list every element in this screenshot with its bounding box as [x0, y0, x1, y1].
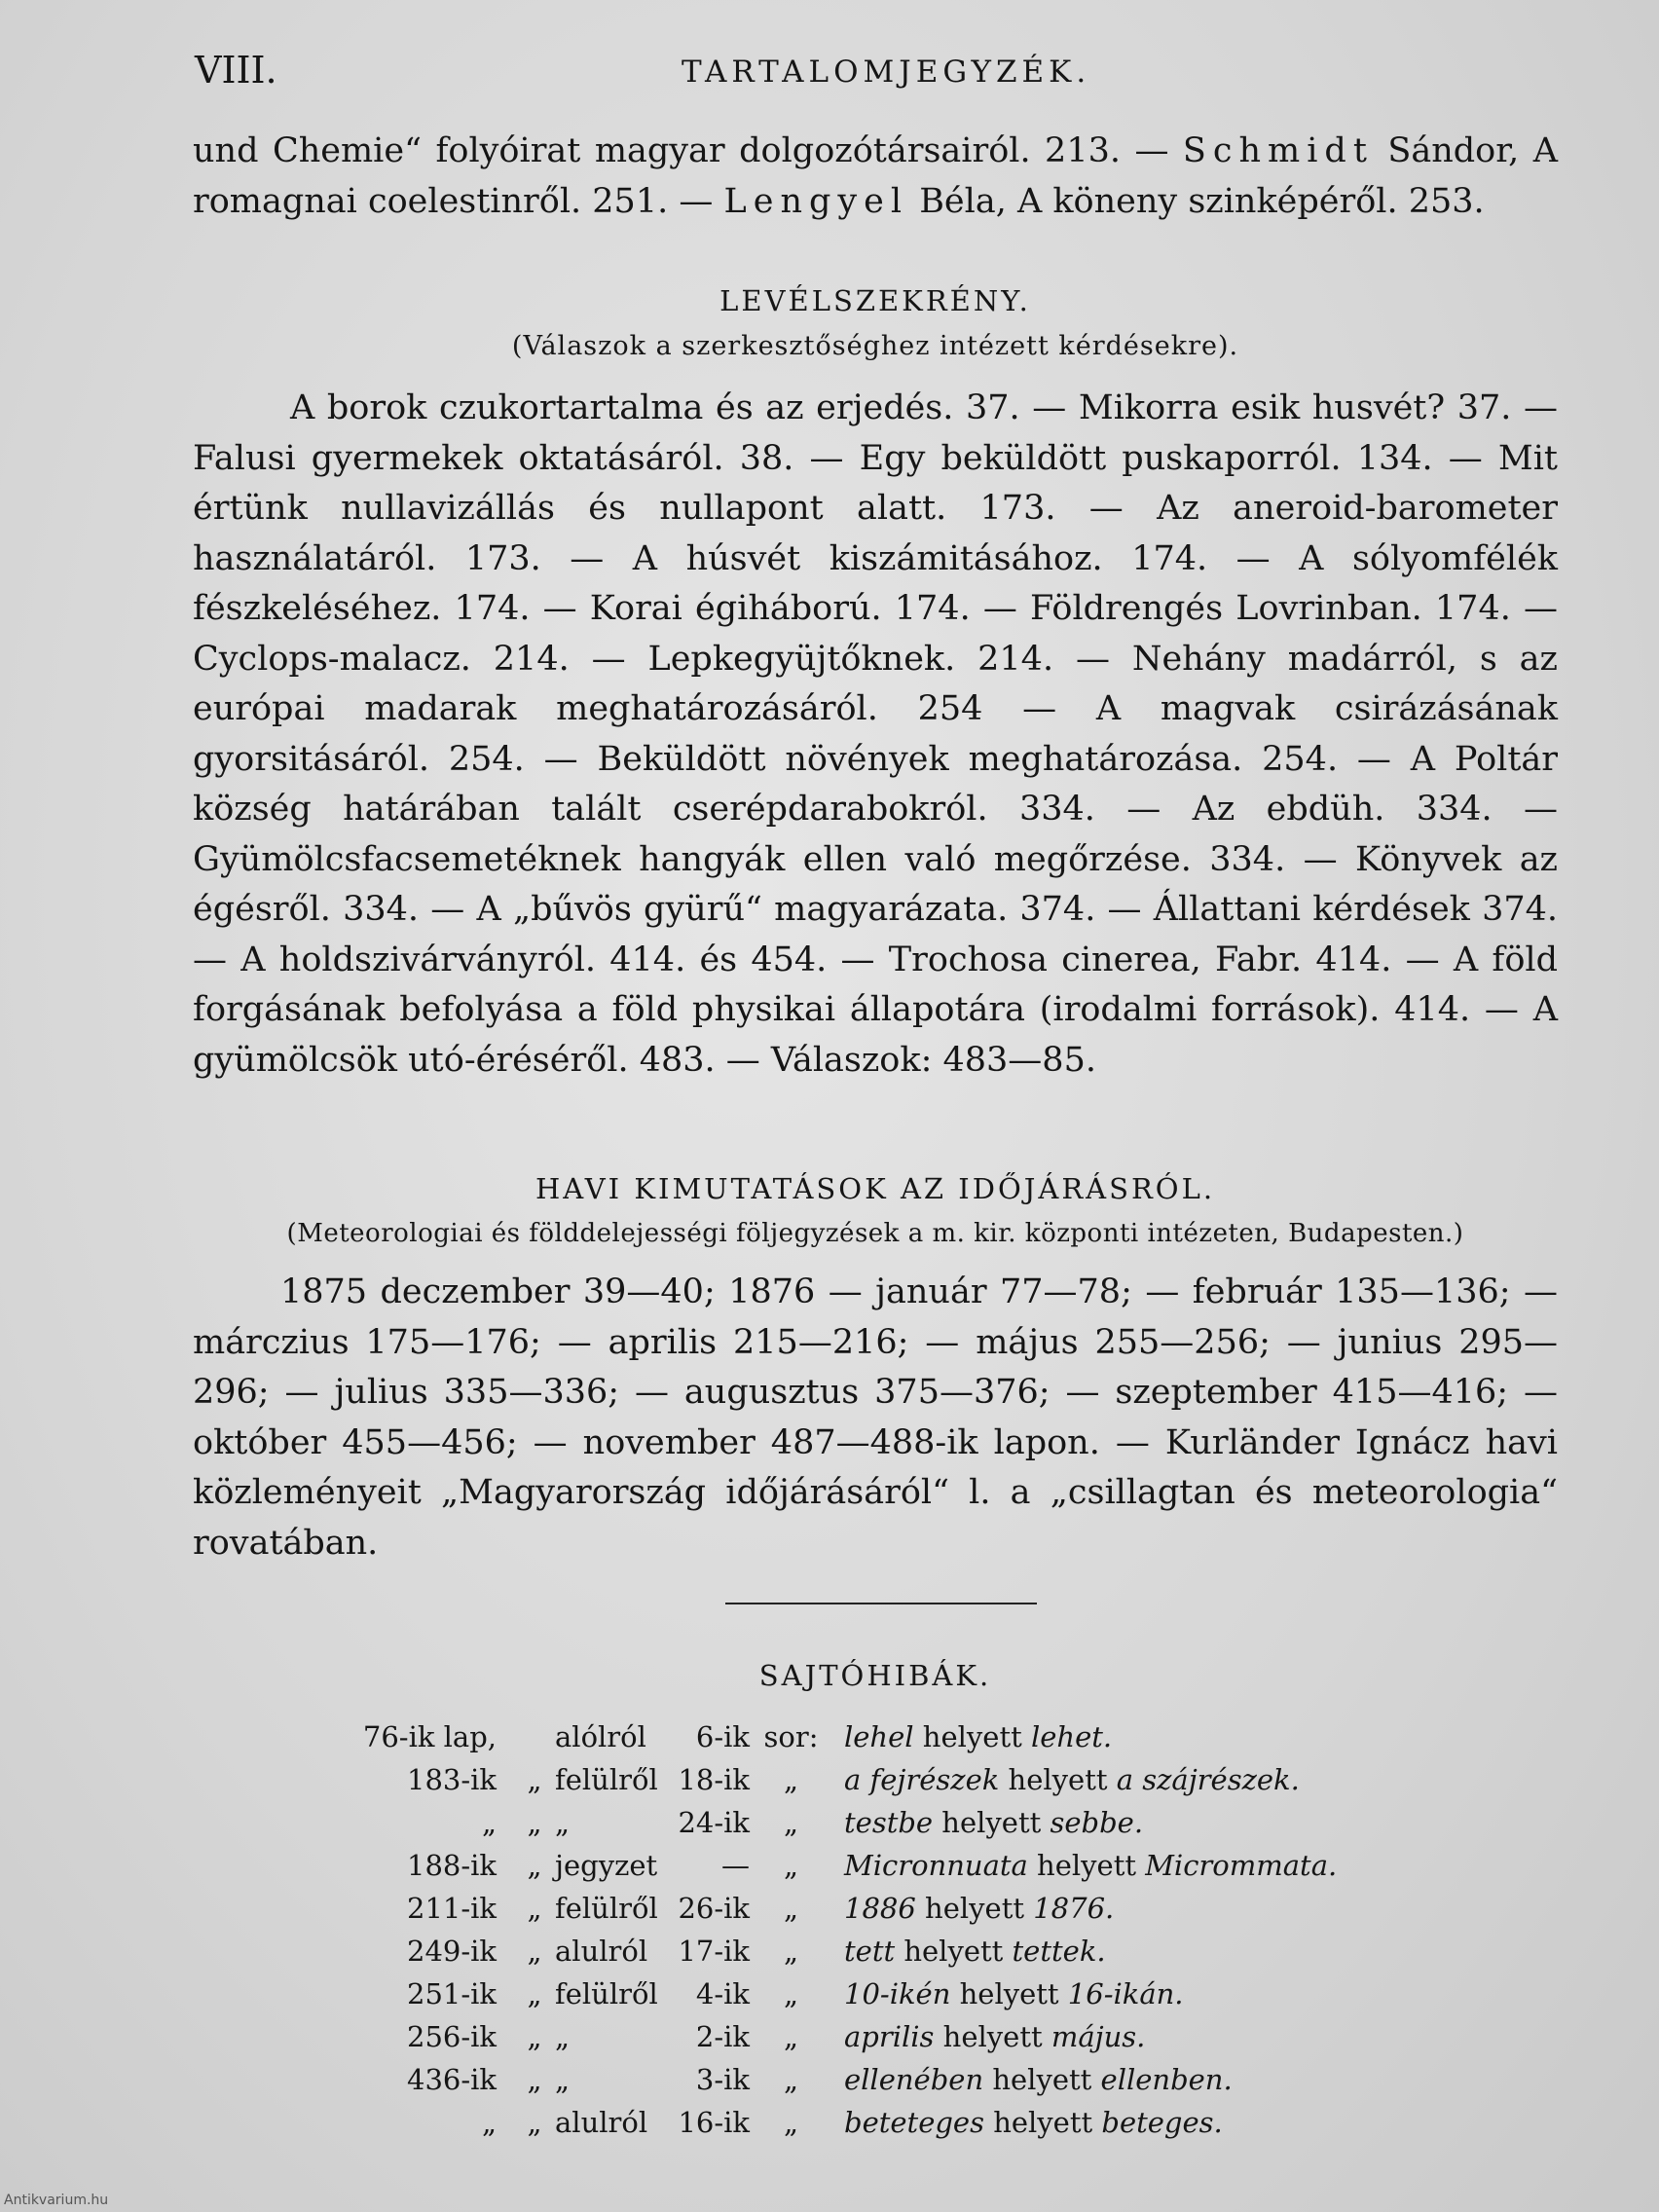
errata-instead: helyett	[992, 2063, 1092, 2096]
author-schmidt: Schmidt	[1182, 131, 1374, 170]
errata-instead: helyett	[925, 1892, 1024, 1925]
errata-wrong: a fejrészek	[844, 1763, 1000, 1796]
intro-paragraph	[193, 127, 1558, 227]
errata-wrong: 10-ikén	[844, 1977, 951, 2010]
errata-ditto	[514, 1715, 555, 1758]
errata-ditto: „	[783, 1763, 799, 1796]
errata-row	[350, 1844, 1337, 1887]
intro-text-2: Sándor, A romagnai coelestinről. 251. —	[193, 131, 1558, 221]
errata-wrong: 1886	[844, 1892, 916, 1925]
errata-line: 4-ik	[695, 1977, 750, 2010]
errata-ditto: „	[527, 1892, 542, 1925]
errata-right: beteges.	[1101, 2106, 1223, 2139]
errata-page: 256-ik	[407, 2020, 497, 2053]
errata-correction	[832, 1801, 1337, 1844]
errata-page: 249-ik	[407, 1935, 497, 1968]
page-number: VIII.	[195, 49, 277, 92]
errata-table	[350, 1715, 1337, 2144]
errata-instead: helyett	[922, 1720, 1022, 1753]
errata-ditto: „	[783, 2020, 799, 2053]
errata-ditto: sor:	[763, 1720, 819, 1753]
errata-line: 16-ik	[678, 2106, 750, 2139]
errata-wrong: testbe	[844, 1806, 934, 1839]
section-title-havi: HAVI KIMUTATÁSOK AZ IDŐJÁRÁSRÓL.	[535, 1172, 1216, 1205]
errata-instead: helyett	[942, 2020, 1043, 2053]
errata-right: sebbe.	[1050, 1806, 1144, 1839]
errata-position: alulról	[555, 1935, 648, 1968]
errata-right: ellenben.	[1100, 2063, 1233, 2096]
errata-right: tettek.	[1012, 1935, 1106, 1968]
errata-ditto: „	[783, 2063, 799, 2096]
errata-wrong: tett	[844, 1935, 896, 1968]
errata-ditto: „	[783, 1892, 799, 1925]
errata-ditto: „	[527, 1806, 542, 1839]
errata-ditto: „	[783, 1935, 799, 1968]
errata-line: 2-ik	[695, 2020, 750, 2053]
errata-row	[350, 2101, 1337, 2144]
errata-ditto: „	[527, 1977, 542, 2010]
errata-ditto: „	[527, 1935, 542, 1968]
errata-row	[350, 2015, 1337, 2058]
errata-row	[350, 2058, 1337, 2101]
errata-right: 16-ikán.	[1067, 1977, 1184, 2010]
errata-row	[350, 1801, 1337, 1844]
errata-correction	[832, 1930, 1337, 1972]
errata-position: „	[555, 2020, 571, 2053]
watermark: Antikvarium.hu	[4, 2193, 109, 2208]
errata-instead: helyett	[959, 1977, 1059, 2010]
errata-right: 1876.	[1033, 1892, 1115, 1925]
errata-instead: helyett	[993, 2106, 1093, 2139]
errata-row	[350, 1930, 1337, 1972]
errata-position: felülről	[555, 1763, 658, 1796]
errata-line: 18-ik	[678, 1763, 750, 1796]
section-title-sajtohibak: SAJTÓHIBÁK.	[758, 1659, 992, 1692]
errata-line: 17-ik	[678, 1935, 750, 1968]
errata-line: —	[721, 1849, 750, 1882]
errata-page: „	[481, 2106, 497, 2139]
running-title: TARTALOMJEGYZÉK.	[682, 55, 1091, 90]
errata-page: 436-ik	[407, 2063, 497, 2096]
errata-page: 211-ik	[407, 1892, 497, 1925]
errata-row	[350, 1972, 1337, 2015]
errata-position: „	[555, 2063, 571, 2096]
section-title-levelszekreny: LEVÉLSZEKRÉNY.	[719, 284, 1031, 317]
errata-row	[350, 1887, 1337, 1930]
errata-position: felülről	[555, 1892, 658, 1925]
errata-ditto: „	[527, 2020, 542, 2053]
errata-wrong: lehel	[844, 1720, 914, 1753]
errata-wrong: Micronnuata	[844, 1849, 1028, 1882]
errata-position: „	[555, 1806, 571, 1839]
errata-instead: helyett	[941, 1806, 1042, 1839]
errata-position: felülről	[555, 1977, 658, 2010]
errata-correction	[832, 1844, 1337, 1887]
errata-page: 188-ik	[407, 1849, 497, 1882]
intro-text-3: Béla, A köneny szinképéről. 253.	[908, 181, 1485, 221]
errata-correction	[832, 1887, 1337, 1930]
errata-correction	[832, 2101, 1337, 2144]
errata-row	[350, 1715, 1337, 1758]
errata-ditto: „	[527, 1849, 542, 1882]
errata-correction	[832, 2058, 1337, 2101]
errata-line: 6-ik	[695, 1720, 750, 1753]
errata-right: a szájrészek.	[1116, 1763, 1300, 1796]
errata-ditto: „	[527, 2106, 542, 2139]
errata-right: Micrommata.	[1145, 1849, 1338, 1882]
errata-correction	[832, 1715, 1337, 1758]
page-header	[195, 49, 1558, 97]
errata-wrong: aprilis	[844, 2020, 935, 2053]
errata-position: alólról	[555, 1720, 646, 1753]
errata-ditto: „	[783, 2106, 799, 2139]
errata-page: 251-ik	[407, 1977, 497, 2010]
errata-wrong: beteteges	[844, 2106, 984, 2139]
errata-correction	[832, 1758, 1337, 1801]
errata-position: alulról	[555, 2106, 648, 2139]
section-subtitle-levelszekreny: (Válaszok a szerkesztőséghez intézett kérdésekre).	[511, 331, 1239, 361]
errata-row	[350, 1758, 1337, 1801]
errata-ditto: „	[783, 1849, 799, 1882]
errata-right: lehet.	[1030, 1720, 1113, 1753]
errata-line: 3-ik	[695, 2063, 750, 2096]
section-divider	[725, 1603, 1037, 1604]
errata-line: 26-ik	[678, 1892, 750, 1925]
errata-wrong: ellenében	[844, 2063, 984, 2096]
errata-ditto: „	[527, 2063, 542, 2096]
errata-page: 76-ik lap,	[362, 1720, 497, 1753]
author-lengyel: Lengyel	[723, 181, 909, 221]
errata-ditto: „	[527, 1763, 542, 1796]
errata-instead: helyett	[903, 1935, 1004, 1968]
errata-instead: helyett	[1008, 1763, 1108, 1796]
errata-page: „	[481, 1806, 497, 1839]
errata-correction	[832, 2015, 1337, 2058]
errata-instead: helyett	[1037, 1849, 1136, 1882]
errata-ditto: „	[783, 1977, 799, 2010]
errata-correction	[832, 1972, 1337, 2015]
errata-page: 183-ik	[407, 1763, 497, 1796]
errata-line: 24-ik	[678, 1806, 750, 1839]
errata-ditto: „	[783, 1806, 799, 1839]
errata-position: jegyzet	[555, 1849, 658, 1882]
section-subtitle-havi: (Meteorologiai és földdelejességi följegyzések a m. kir. központi intézeten, Budapesten.)	[286, 1219, 1464, 1248]
levelszekreny-paragraph: A borok czukortartalma és az erjedés. 37. — Mikorra esik husvét? 37. — Falusi gyermekek oktatásáról. 38. — Egy beküldött puskaporról. 134. — Mit értünk nullavizállás és nullapont alatt. 173. — Az aneroid-barometer használatáról. 173. — A húsvét kiszámitásához. 174. — A sólyomfélék fészkeléséhez. 174. — Korai égiháború. 174. — Földrengés Lovrinban. 174. — Cyclops-malacz. 214. — Lepkegyüjtőknek. 214. — Nehány madárról, s az európai madarak meghatározásáról. 254 — A magvak csirázásának gyorsitásáról. 254. — Beküldött növények meghatározása. 254. — A Poltár község határában talált cserépdarabokról. 334. — Az ebdüh. 334. — Gyümölcsfacsemetéknek hangyák ellen való megőrzése. 334. — Könyvek az égésről. 334. — A „bűvös gyürű“ magyarázata. 374. — Állattani kérdések 374. — A holdszivárványról. 414. és 454. — Trochosa cinerea, Fabr. 414. — A föld forgásának befolyása a föld physikai állapotára (irodalmi források). 414. — A gyümölcsök utó-éréséről. 483. — Válaszok: 483—85.	[193, 388, 1558, 1080]
havi-paragraph: 1875 deczember 39—40; 1876 — január 77—78; — február 135—136; — márczius 175—176; — aprilis 215—216; — május 255—256; — junius 295—296; — julius 335—336; — augusztus 375—376; — szeptember 415—416; — október 455—456; — november 487—488-ik lapon. — Kurländer Ignácz havi közleményeit „Magyarország időjárásáról“ l. a „csillagtan és meteorologia“ rovatában.	[193, 1272, 1558, 1563]
errata-right: május.	[1051, 2020, 1146, 2053]
intro-text-1: und Chemie“ folyóirat magyar dolgozótársairól. 213. —	[193, 131, 1183, 170]
